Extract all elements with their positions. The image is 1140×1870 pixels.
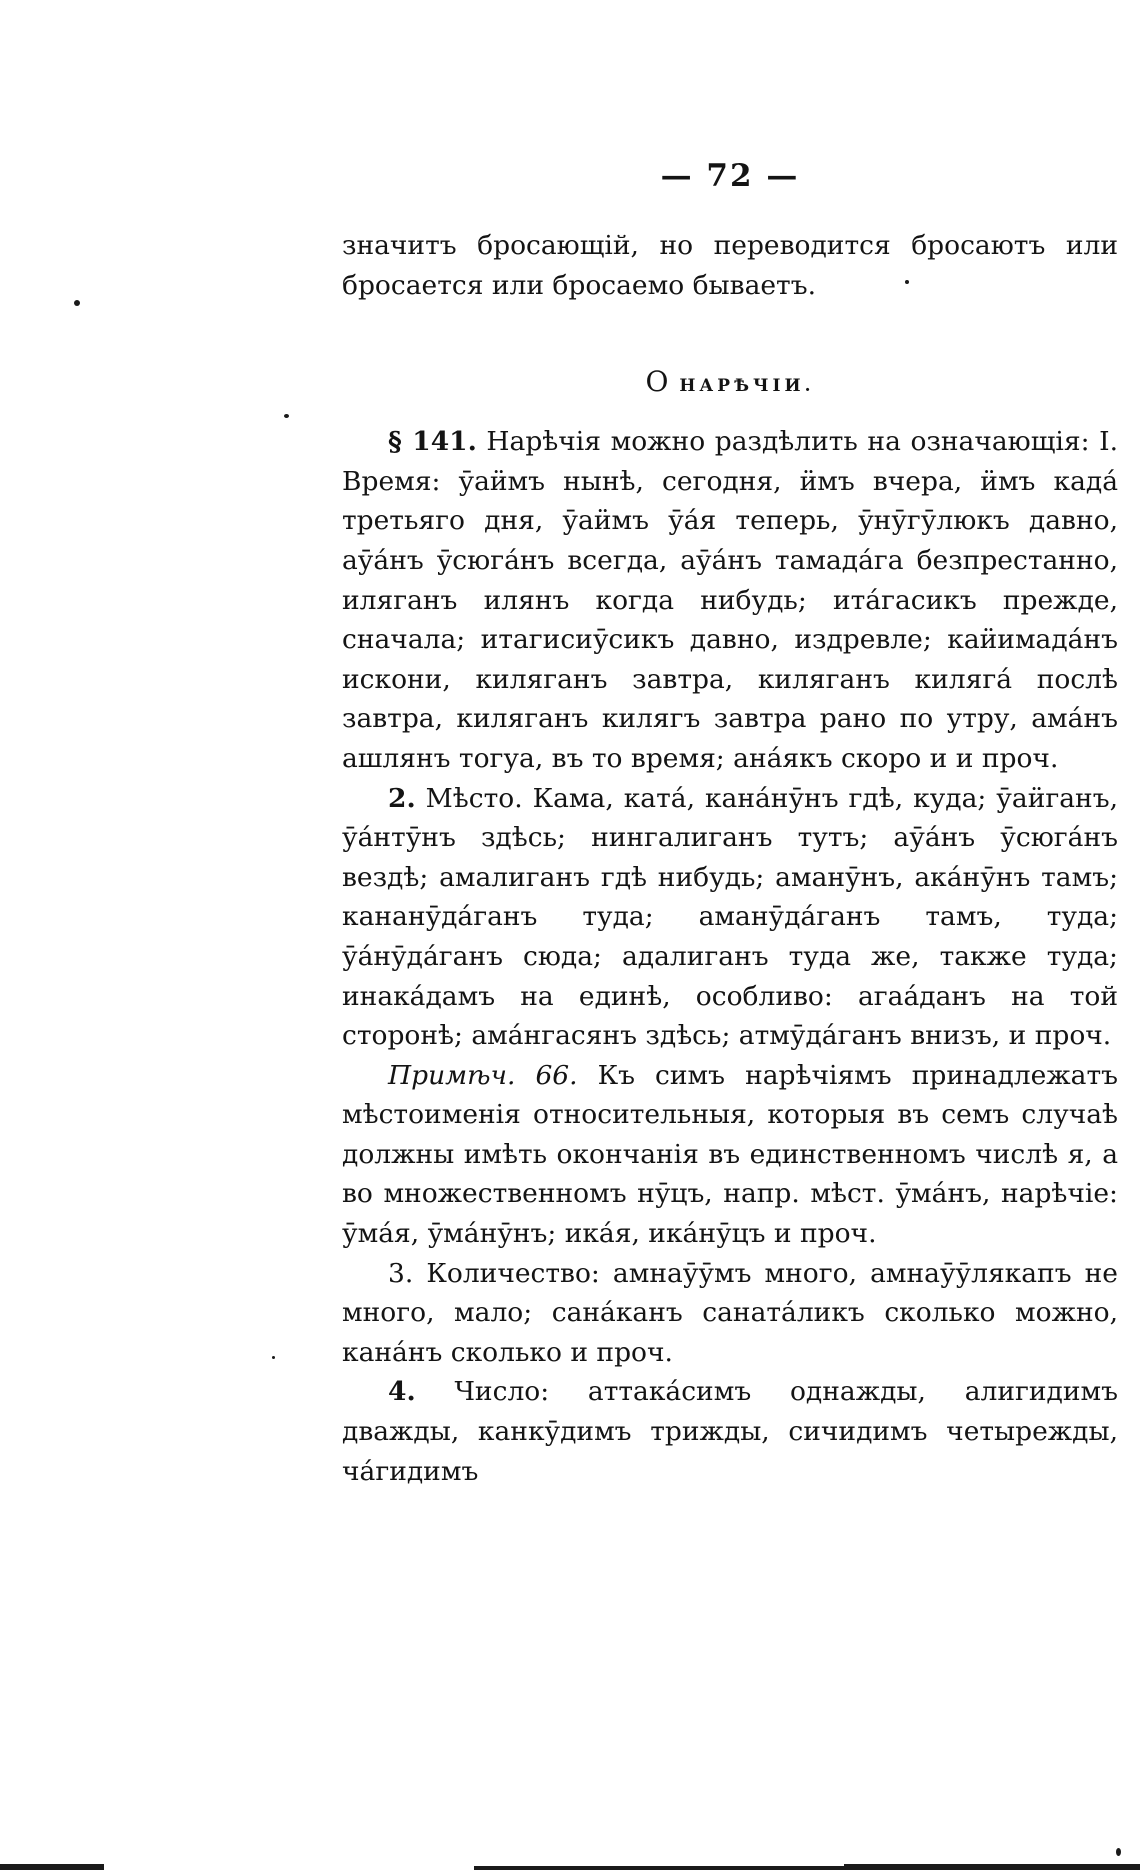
item-number-4: 4. <box>388 1376 416 1408</box>
section-number: § 141. <box>388 426 477 458</box>
scan-speck <box>1116 1848 1121 1856</box>
paragraph-continuation: значитъ бросающій, но переводится бросаютъ или бросается или бросаемо бываетъ. <box>342 230 1118 301</box>
scan-speck <box>284 414 289 418</box>
item-number-3: 3. <box>388 1257 414 1289</box>
scan-speck <box>272 1356 275 1359</box>
paragraph-141 <box>342 422 1118 778</box>
section-heading <box>342 362 1118 406</box>
scan-bottom-edge <box>0 1856 1140 1870</box>
item-number-2: 2. <box>388 782 416 814</box>
text-column <box>342 226 1118 1491</box>
paragraph-note-text: Къ симъ нарѣчіямъ принадлежатъ мѣстоименія относительныя, которыя въ семъ случаѣ должны имѣть окончанія въ единственномъ числѣ я, а во множественномъ нӯцъ, напр. мѣст. ӯмáнъ, нарѣчіе: ӯмáя, ӯмáнӯнъ; икáя, икáнӯцъ и проч. <box>342 1059 1118 1250</box>
scan-edge-segment <box>474 1866 844 1870</box>
paragraph-quantity <box>342 1254 1118 1373</box>
note-label: Примѣч. 66. <box>388 1059 578 1091</box>
paragraph-note <box>342 1056 1118 1254</box>
paragraph-number <box>342 1372 1118 1491</box>
paragraph-quantity-text: Количество: амнаӯӯмъ много, амнаӯӯлякапъ не много, мало; санáканъ санатáликъ сколько можно, канáнъ сколько и проч. <box>342 1257 1118 1368</box>
paragraph-number-text: Число: аттакáсимъ однажды, алигидимъ дважды, канкӯдимъ трижды, сичидимъ четырежды, чáгидимъ <box>342 1376 1118 1487</box>
scan-speck <box>74 300 80 306</box>
scan-speck <box>905 280 909 284</box>
scan-edge-segment <box>0 1864 104 1870</box>
paragraph-place <box>342 779 1118 1056</box>
page-number: — 72 — <box>660 158 800 194</box>
section-heading-rest: НАРѢЧІИ. <box>679 376 815 397</box>
paragraph-place-text: Мѣсто. Кама, катá, канáнӯнъ гдѣ, куда; ӯаӥганъ, ӯáнтӯнъ здѣсь; нингалиганъ тутъ; аӯáнъ ӯсюгáнъ вездѣ; амалиганъ гдѣ нибудь; аманӯнъ, акáнӯнъ тамъ; кананӯдáганъ туда; аманӯдáганъ тамъ, туда; ӯáнӯдáганъ сюда; адалиганъ туда же, также туда; инакáдамъ на единѣ, особливо: агаáданъ на той сторонѣ; амáнгасянъ здѣсь; атмӯдáганъ внизъ, и проч. <box>342 782 1118 1052</box>
scan-edge-segment <box>844 1864 1140 1870</box>
paragraph-141-text: Нарѣчія можно раздѣлить на означающія: I. Время: ӯаӥмъ нынѣ, сегодня, ӥмъ вчера, ӥмъ кадá третьяго дня, ӯаӥмъ ӯáя теперь, ӯнӯгӯлюкъ давно, аӯáнъ ӯсюгáнъ всегда, аӯáнъ тамадáга безпрестанно, иляганъ илянъ когда нибудь; итáгасикъ прежде, сначала; итагисиӯсикъ давно, издревле; каӥимадáнъ искони, киляганъ завтра, киляганъ килягá послѣ завтра, киляганъ килягъ завтра рано по утру, амáнъ ашлянъ тогуа, въ то время; анáякъ скоро и и проч. <box>342 426 1118 774</box>
section-heading-first: О <box>645 365 670 399</box>
